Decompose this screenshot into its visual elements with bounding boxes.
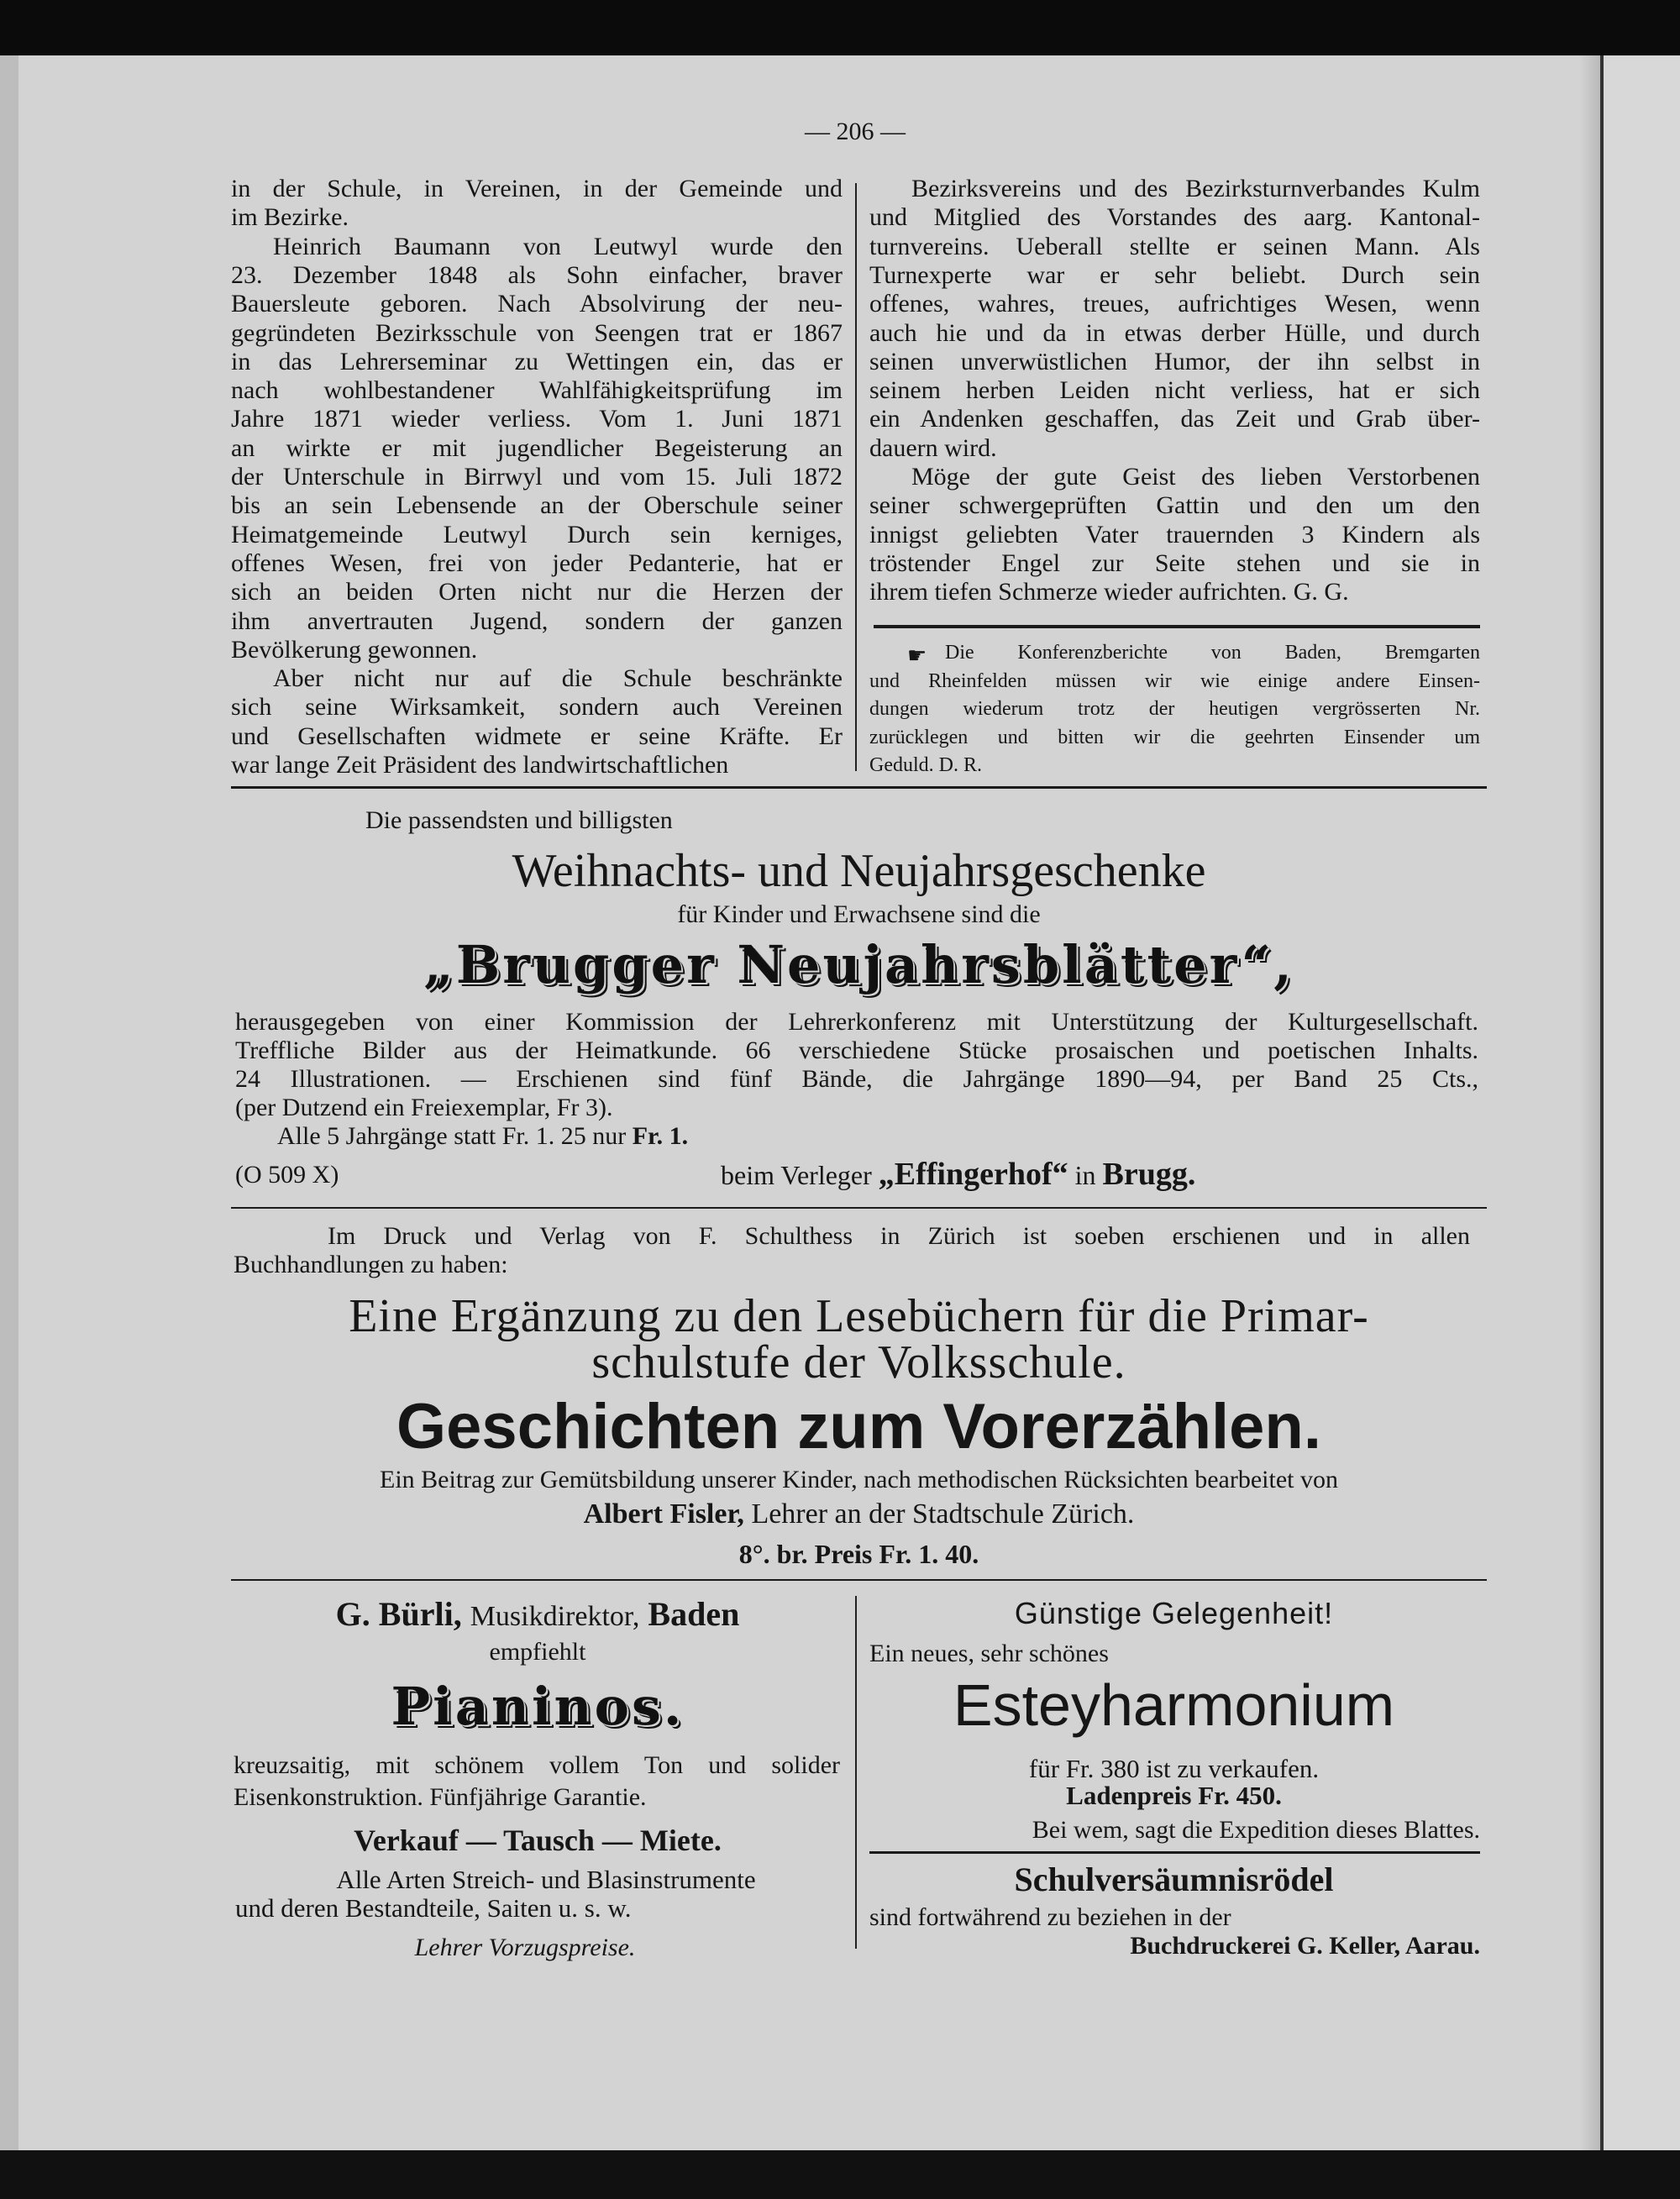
instruments-line-2: und deren Bestandteile, Saiten u. s. w. (235, 1893, 632, 1923)
text-line: dauern wird. (869, 433, 997, 462)
text-line: gegründeten Bezirksschule von Seengen trat er 1867 (231, 318, 843, 347)
author-name: Albert Fisler, (583, 1498, 744, 1530)
text-line: seinem herben Leiden nicht verliess, hat er sich (869, 376, 1480, 405)
gutter-shadow (1579, 55, 1600, 2150)
offer-text: Alle 5 Jahrgänge statt Fr. 1. 25 nur (277, 1122, 627, 1150)
notice-line: Die Konferenzberichte von Baden, Bremgarten (945, 642, 1480, 664)
product-esteyharmonium: Esteyharmonium (953, 1672, 1395, 1738)
author-role: Lehrer an der Stadtschule Zürich. (751, 1498, 1135, 1530)
book-price: 8°. br. Preis Fr. 1. 40. (738, 1539, 979, 1569)
notice-line: Geduld. D. R. (869, 754, 982, 776)
ad-headline: Weihnachts- und Neujahrsgeschenke (512, 845, 1206, 897)
text-line: auch hie und da in etwas derber Hülle, und durch (869, 318, 1480, 347)
product-pianinos: Pianinos. (391, 1676, 685, 1737)
section-rule (231, 1207, 1487, 1209)
pointing-hand-icon: ☛ (907, 643, 927, 668)
description-line: kreuzsaitig, mit schönem vollem Ton und solider (234, 1751, 840, 1779)
text-line: 23. Dezember 1848 als Sohn einfacher, braver (231, 260, 843, 289)
scan-top-border (0, 0, 1680, 55)
description-line: Eisenkonstruktion. Fünfjährige Garantie. (234, 1783, 647, 1811)
text-line: ein Andenken geschaffen, das Zeit und Grab über- (869, 405, 1480, 433)
book-title: Geschichten zum Vorerzählen. (396, 1391, 1321, 1462)
text-line: Möge der gute Geist des lieben Verstorbenen (911, 463, 1480, 491)
text-line: offenes, wahres, treues, aufrichtiges Wesen, wenn (869, 290, 1480, 318)
text-line: seiner schwergeprüften Gattin und den um den (869, 491, 1480, 520)
text-line: in das Lehrerseminar zu Wettingen ein, das er (231, 347, 843, 375)
ad-publisher (721, 1156, 1195, 1193)
services-line: Verkauf — Tausch — Miete. (354, 1824, 722, 1857)
text-line: der Unterschule in Birrwyl und vom 15. Juli 1872 (231, 463, 843, 491)
publisher-city: Brugg. (1102, 1157, 1196, 1192)
text-line: ihrem tiefen Schmerze wieder aufrichten. G. G. (869, 578, 1349, 606)
text-line: seinen unverwüstlichen Humor, der ihn selbst in (869, 347, 1480, 375)
text-line: Bevölkerung gewonnen. (231, 635, 478, 664)
page-number: — 206 — (805, 118, 906, 145)
ad-code: (O 509 X) (235, 1161, 339, 1189)
text-line: innigst geliebten Vater trauernden 3 Kindern als (869, 520, 1480, 548)
facing-page-edge (1604, 55, 1680, 2150)
notice-line: zurücklegen und bitten wir die geehrten Einsender um (869, 726, 1480, 748)
book-headline: Eine Ergänzung zu den Lesebüchern für die Primar- (349, 1290, 1369, 1342)
book-headline-2: schulstufe der Volksschule. (591, 1336, 1126, 1388)
publisher-in: in (1074, 1160, 1096, 1190)
text-line: tröstender Engel zur Seite stehen und sie in (869, 548, 1480, 577)
text-line: Heinrich Baumann von Leutwyl wurde den (273, 232, 843, 260)
text-line: bis an sein Lebensende an der Oberschule seiner (231, 491, 843, 520)
text-line: in der Schule, in Vereinen, in der Gemeinde und (231, 175, 843, 202)
text-line: Jahre 1871 wieder verliess. Vom 1. Juni 1871 (231, 405, 843, 433)
ad-subline: für Kinder und Erwachsene sind die (677, 900, 1041, 928)
scan-bottom-border (0, 2150, 1680, 2199)
text-line: im Bezirke. (231, 203, 349, 232)
contact-line: Bei wem, sagt die Expedition dieses Blattes. (1032, 1816, 1480, 1844)
section-rule (231, 786, 1487, 789)
text-line: Bezirksvereins und des Bezirksturnverbandes Kulm (911, 175, 1480, 202)
text-line: sich an beiden Orten nicht nur die Herzen der (231, 578, 843, 606)
ad-body-line: 24 Illustrationen. — Erschienen sind fünf Bände, die Jahrgänge 1890—94, per Band 25 Cts., (235, 1065, 1478, 1093)
book-author (231, 1498, 1487, 1530)
ad-body-line: herausgegeben von einer Kommission der Lehrerkonferenz mit Unterstützung der Kulturgesellschaft. (235, 1008, 1478, 1036)
publisher-prefix: beim Verleger (721, 1160, 872, 1190)
text-line: Turnexperte war er sehr beliebt. Durch sein (869, 260, 1480, 289)
keller-printer: Buchdruckerei G. Keller, Aarau. (1130, 1932, 1480, 1960)
ad-body-line: Treffliche Bilder aus der Heimatkunde. 66 verschiedene Stücke prosaischen und poetischen Inhalts. (235, 1037, 1478, 1064)
teacher-discount: Lehrer Vorzugspreise. (414, 1934, 636, 1961)
dealer-name: G. Bürli, (335, 1595, 462, 1633)
text-line: und Mitglied des Vorstandes des aarg. Kantonal- (869, 203, 1480, 232)
article-end-rule (874, 625, 1480, 628)
text-line: Aber nicht nur auf die Schule beschränkte (273, 664, 843, 693)
column-divider (855, 183, 857, 771)
ad-intro: Die passendsten und billigsten (365, 806, 673, 834)
notice-line: dungen wiederum trotz der heutigen vergrösserten Nr. (869, 698, 1480, 720)
recommends-text: empfiehlt (489, 1638, 586, 1666)
notice-line: Buchhandlungen zu haben: (234, 1251, 508, 1278)
dealer-role: Musikdirektor, (470, 1601, 640, 1632)
ad-body-line: (per Dutzend ein Freiexemplar, Fr 3). (235, 1094, 613, 1121)
dealer-line (231, 1594, 844, 1634)
instruments-line: Alle Arten Streich- und Blasinstrumente (336, 1865, 756, 1894)
text-line: turnvereins. Ueberall stellte er seinen Mann. Als (869, 232, 1480, 260)
ad-title-brugger-neujahrsblaetter: „Brugger Neujahrsblätter“, (423, 934, 1294, 995)
text-line: und Gesellschaften widmete er seine Kräfte. Er (231, 722, 843, 750)
keller-line: sind fortwährend zu beziehen in der (869, 1903, 1231, 1931)
text-line: Bauersleute geboren. Nach Absolvirung der neu- (231, 290, 843, 318)
text-line: war lange Zeit Präsident des landwirtschaftlichen (231, 751, 729, 779)
text-line: sich seine Wirksamkeit, sondern auch Vereinen (231, 693, 843, 722)
text-line: an wirkte er mit jugendlicher Begeisterung an (231, 433, 843, 462)
opportunity-headline: Günstige Gelegenheit! (1014, 1596, 1334, 1630)
text-line: offenes Wesen, frei von jeder Pedanterie, hat er (231, 548, 843, 577)
notice-line: Im Druck und Verlag von F. Schulthess in Zürich ist soeben erschienen und in allen (328, 1222, 1470, 1250)
dealer-city: Baden (648, 1595, 740, 1633)
keller-title: Schulversäumnisrödel (1014, 1860, 1334, 1898)
notice-line: und Rheinfelden müssen wir wie einige andere Einsen- (869, 669, 1480, 692)
ad-offer (277, 1122, 688, 1151)
offer-price: Fr. 1. (632, 1122, 689, 1150)
publisher-name: „Effingerhof“ (878, 1157, 1068, 1192)
text-line: ihm anvertrauten Jugend, sondern der ganzen (231, 606, 843, 635)
book-description: Ein Beitrag zur Gemütsbildung unserer Kinder, nach methodischen Rücksichten bearbeitet von (380, 1466, 1338, 1493)
scan-left-edge (0, 55, 18, 2150)
text-line: nach wohlbestandener Wahlfähigkeitsprüfung im (231, 376, 843, 405)
retail-price: Ladenpreis Fr. 450. (1066, 1781, 1282, 1810)
text-line: Heimatgemeinde Leutwyl Durch sein kerniges, (231, 520, 843, 548)
ad-rule (869, 1851, 1480, 1854)
section-rule (231, 1579, 1487, 1581)
harmonium-price: für Fr. 380 ist zu verkaufen. (1028, 1754, 1320, 1783)
harmonium-intro: Ein neues, sehr schönes (869, 1640, 1109, 1667)
ad-divider (855, 1596, 857, 1949)
